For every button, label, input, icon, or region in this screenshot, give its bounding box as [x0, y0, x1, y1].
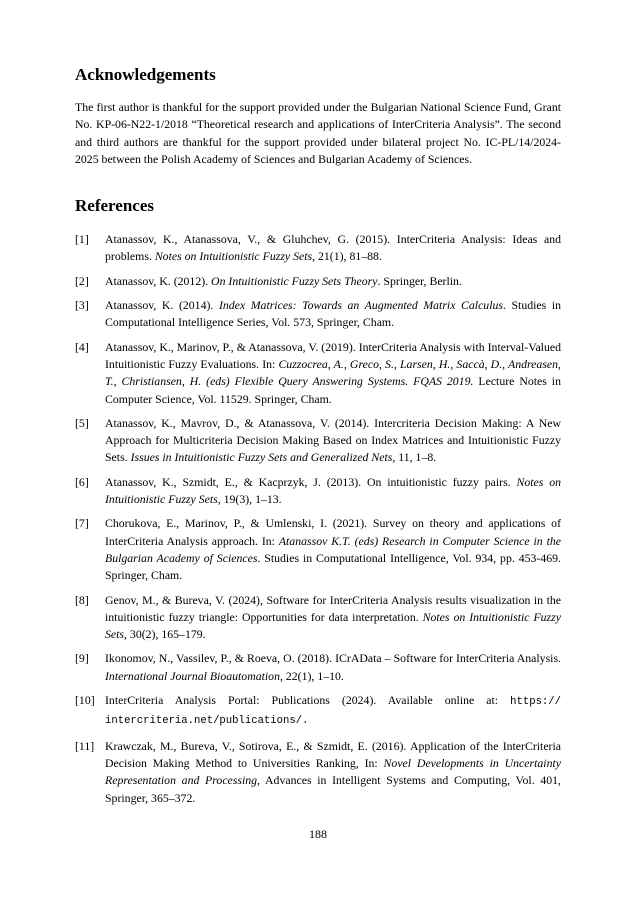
- reference-text-segment: Atanassov, K., Atanassova, V., & Gluhchev, G. (2015). InterCriteria Analysis: Ideas and problems.: [105, 232, 561, 264]
- reference-text-segment: , 21(1), 81–88.: [312, 249, 382, 264]
- reference-item: [75, 650, 561, 685]
- reference-label: [11]: [75, 738, 95, 753]
- references-heading: References: [75, 196, 154, 216]
- reference-item: [75, 339, 561, 408]
- reference-item: [75, 273, 561, 290]
- reference-text: [105, 415, 561, 467]
- reference-text-segment: , 30(2), 165–179.: [124, 627, 206, 642]
- reference-label: [9]: [75, 651, 89, 666]
- reference-label: [10]: [75, 693, 95, 708]
- reference-text-segment: Lecture Notes in Computer Science, Vol. 11529. Springer, Cham.: [105, 374, 561, 406]
- reference-text-segment: InterCriteria Analysis Portal: Publications (2024). Available online at:: [105, 693, 511, 708]
- reference-item: [75, 474, 561, 509]
- reference-text: [105, 515, 561, 584]
- reference-text: [105, 231, 561, 266]
- reference-item: [75, 297, 561, 332]
- page-number: 188: [309, 827, 327, 841]
- reference-item: [75, 515, 561, 584]
- reference-text: [105, 738, 561, 807]
- reference-text-segment: , 19(3), 1–13.: [217, 492, 282, 507]
- reference-label: [1]: [75, 232, 89, 247]
- reference-text-segment: Issues in Intuitionistic Fuzzy Sets and Generalized Nets: [130, 450, 393, 465]
- reference-text-segment: , 11, 1–8.: [392, 450, 437, 465]
- reference-url: intercriteria.net/publications/.: [105, 715, 309, 728]
- acknowledgements-heading: Acknowledgements: [75, 65, 216, 84]
- reference-item: [75, 738, 561, 807]
- reference-text-segment: Krawczak, M., Bureva, V., Sotirova, E., & Szmidt, E. (2016). Application of the InterCriteria Decision Making Method to Universities Ranking, In:: [105, 738, 561, 770]
- reference-label: [2]: [75, 273, 89, 288]
- reference-text-segment: Notes on Intuitionistic Fuzzy Sets: [105, 609, 561, 642]
- reference-text-segment: Cuzzocrea, A., Greco, S., Larsen, H., Saccà, D., Andreasen, T., Christiansen, H. (eds) Flexible Query Answering Systems. FQAS 2019.: [105, 356, 561, 389]
- reference-text-segment: , Advances in Intelligent Systems and Computing, Vol. 401, Springer, 365–372.: [105, 773, 561, 805]
- reference-text-segment: Atanassov, K. (2014).: [105, 298, 219, 313]
- reference-text-segment: Atanassov, K., Szmidt, E., & Kacprzyk, J. (2013). On intuitionistic fuzzy pairs.: [105, 474, 517, 489]
- reference-label: [8]: [75, 592, 89, 607]
- reference-text-segment: . Studies in Computational Intelligence, Vol. 934, pp. 453-469. Springer, Cham.: [105, 550, 561, 583]
- reference-text-segment: Chorukova, E., Marinov, P., & Umlenski, I. (2021). Survey on theory and applications of InterCriteria Analysis approach. In:: [105, 516, 561, 548]
- reference-label: [5]: [75, 415, 89, 430]
- references-list: [75, 231, 561, 807]
- reference-label: [6]: [75, 474, 89, 489]
- reference-text: [105, 474, 561, 509]
- reference-text: [105, 339, 561, 408]
- reference-text-segment: On Intuitionistic Fuzzy Sets Theory: [211, 273, 378, 288]
- reference-text: [105, 592, 561, 644]
- reference-text-segment: Genov, M., & Bureva, V. (2024), Software for InterCriteria Analysis results visualization in the intuitionistic fuzzy triangle: Opportunities for data interpretation.: [105, 592, 561, 624]
- reference-item: [75, 692, 561, 731]
- reference-text: [105, 297, 561, 332]
- acknowledgements-section: [75, 64, 561, 168]
- reference-text-segment: , 22(1), 1–10.: [279, 668, 344, 683]
- reference-text-segment: Notes on Intuitionistic Fuzzy Sets: [154, 249, 313, 264]
- reference-label: [4]: [75, 339, 89, 354]
- acknowledgements-paragraph: The first author is thankful for the support provided under the Bulgarian National Science Fund, Grant No. KP-06-N22-1/2018 “Theoretical research and applications of InterCriteria Analysis”. The second and third authors are thankful for the support provided under bilateral project No. IC-PL/14/2024-2025 between the Polish Academy of Sciences and Bulgarian Academy of Sciences.: [75, 100, 561, 166]
- reference-text-segment: Novel Developments in Uncertainty Representation and Processing: [105, 755, 561, 788]
- reference-label: [7]: [75, 516, 89, 531]
- reference-text-segment: . Springer, Berlin.: [377, 273, 462, 288]
- reference-text: [105, 650, 561, 685]
- reference-text: [105, 692, 561, 731]
- reference-text: [105, 273, 561, 290]
- references-section: [75, 195, 561, 807]
- reference-text-segment: International Journal Bioautomation: [105, 668, 280, 683]
- reference-text-segment: Atanassov, K., Marinov, P., & Atanassova, V. (2019). InterCriteria Analysis with Interval-Valued Intuitionistic Fuzzy Evaluations. In:: [105, 339, 561, 371]
- reference-text-segment: Atanassov, K. (2012).: [105, 273, 212, 288]
- reference-text-segment: Notes on Intuitionistic Fuzzy Sets: [105, 474, 562, 507]
- reference-text-segment: Ikonomov, N., Vassilev, P., & Roeva, O. (2018). ICrAData – Software for InterCriteria Analysis.: [105, 651, 561, 666]
- reference-text-segment: . Studies in Computational Intelligence Series, Vol. 573, Springer, Cham.: [105, 298, 561, 330]
- reference-text-segment: Index Matrices: Towards an Augmented Matrix Calculus: [218, 298, 503, 313]
- reference-text-segment: Atanassov K.T. (eds) Research in Computer Science in the Bulgarian Academy of Sciences: [105, 533, 561, 565]
- reference-text-segment: Atanassov, K., Mavrov, D., & Atanassova, V. (2014). Intercriteria Decision Making: A New Approach for Multicriteria Decision Making Based on Index Matrices and Intuitionistic Fuzzy Sets.: [105, 415, 561, 465]
- reference-item: [75, 592, 561, 644]
- reference-item: [75, 231, 561, 266]
- reference-label: [3]: [75, 298, 89, 313]
- reference-url: https://: [510, 696, 561, 709]
- reference-item: [75, 415, 561, 467]
